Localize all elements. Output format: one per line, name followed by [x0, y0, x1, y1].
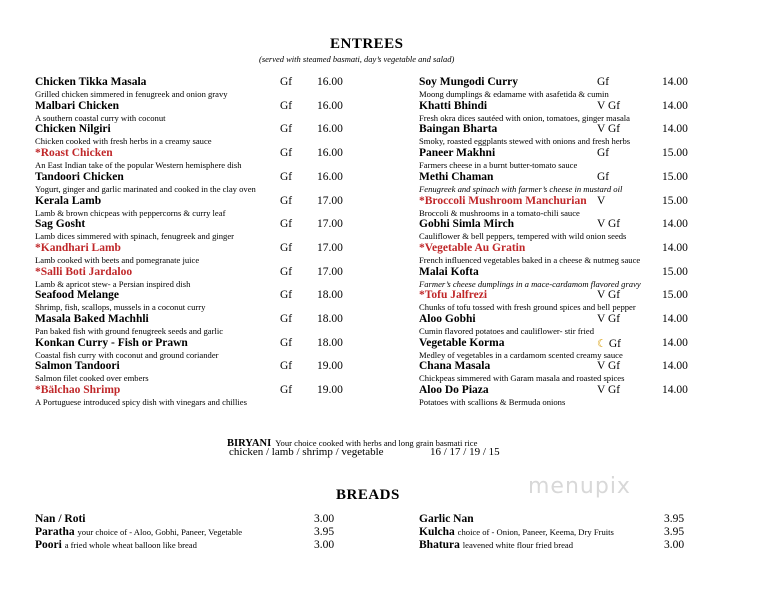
menu-item — [419, 289, 768, 313]
bread-name: Kulcha — [419, 526, 455, 538]
bread-price: 3.00 — [314, 513, 335, 525]
dish-description: Potatoes with scallions & Bermuda onions — [419, 397, 566, 408]
dish-price: 17.00 — [317, 194, 343, 207]
diet-tags — [280, 242, 292, 254]
diet-tag-text: Gf — [280, 194, 293, 207]
diet-tags — [280, 100, 292, 112]
dish-price: 14.00 — [662, 218, 688, 231]
dish-price: 16.00 — [317, 76, 343, 88]
bread-name: Paratha — [35, 526, 75, 538]
dish-price: 17.00 — [317, 265, 343, 278]
diet-tags — [280, 171, 292, 183]
diet-tags — [597, 289, 620, 301]
bread-name: Nan / Roti — [35, 513, 86, 525]
dish-price: 16.00 — [317, 123, 343, 136]
dish-name: Chana Masala — [419, 360, 491, 373]
bread-name: Garlic Nan — [419, 513, 474, 525]
dish-description: Moong dumplings & edamame with asafetida & cumin — [419, 89, 609, 99]
dish-description: Salmon filet cooked over embers — [35, 373, 149, 384]
bread-item — [419, 513, 474, 525]
menu-item — [35, 266, 395, 290]
diet-tags — [597, 100, 620, 112]
diet-tag-text: Gf — [280, 123, 293, 136]
dish-name: Methi Chaman — [419, 170, 494, 183]
dish-name: Masala Baked Machhli — [35, 313, 149, 325]
diet-tags — [280, 76, 292, 88]
dish-description: Lamb dices simmered with spinach, fenugreek and ginger — [35, 231, 235, 242]
dish-name: Gobhi Simla Mirch — [419, 218, 514, 231]
dish-description: Lamb cooked with beets and pomegranate juice — [35, 254, 200, 265]
dish-price: 14.00 — [662, 384, 688, 397]
bread-price: 3.00 — [664, 539, 685, 551]
dish-price: 14.00 — [662, 313, 688, 325]
diet-tag-text: Gf — [280, 218, 293, 231]
diet-tags — [597, 195, 605, 207]
menu-item — [35, 289, 395, 313]
bread-name: Bhatura — [419, 539, 460, 551]
menu-item — [419, 242, 768, 266]
menu-item — [35, 147, 395, 171]
dish-price: 14.00 — [662, 99, 688, 112]
diet-tag-text: Gf — [280, 76, 293, 88]
menu-item — [35, 123, 395, 147]
diet-tags — [597, 313, 620, 325]
dish-price: 18.00 — [317, 336, 343, 349]
diet-tag-text: V Gf — [597, 99, 621, 112]
diet-tags — [280, 384, 292, 396]
diet-tags — [280, 289, 292, 301]
dish-name: Khatti Bhindi — [419, 99, 488, 112]
menu-item — [419, 218, 768, 242]
diet-tag-text: V Gf — [597, 289, 621, 302]
dish-name: Konkan Curry - Fish or Prawn — [35, 336, 188, 349]
bread-price: 3.95 — [314, 526, 335, 538]
dish-price: 15.00 — [662, 265, 688, 278]
bread-price: 3.95 — [664, 526, 685, 538]
dish-description: Chunks of tofu tossed with fresh ground spices and bell pepper — [419, 302, 636, 313]
dish-price: 19.00 — [317, 384, 343, 397]
menu-item — [35, 76, 395, 100]
diet-tag-text: Gf — [280, 384, 293, 397]
biryani-prices: 16 / 17 / 19 / 15 — [430, 446, 500, 458]
dish-description: Cauliflower & bell peppers, tempered with wild onion seeds — [419, 231, 627, 242]
dish-price: 16.00 — [317, 170, 343, 183]
dish-description: Fresh okra dices sautéed with onion, tomatoes, ginger masala — [419, 112, 630, 123]
diet-tags — [280, 218, 292, 230]
dish-name: Vegetable Korma — [419, 336, 505, 349]
bread-item — [35, 513, 85, 525]
dish-price: 15.00 — [662, 289, 688, 302]
dish-price: 18.00 — [317, 289, 343, 302]
dish-price: 17.00 — [317, 241, 343, 254]
bread-item — [35, 526, 242, 538]
dish-description: Yogurt, ginger and garlic marinated and cooked in the clay oven — [35, 183, 256, 194]
dish-price: 16.00 — [317, 147, 343, 160]
dish-price: 14.00 — [662, 336, 688, 349]
diet-tag-text: V Gf — [597, 313, 621, 325]
menu-item — [419, 171, 768, 195]
bread-description: your choice of - Aloo, Gobhi, Paneer, Vegetable — [77, 527, 243, 537]
diet-tag-text: V — [597, 194, 606, 207]
diet-tags — [280, 313, 292, 325]
entrees-subtitle: (served with steamed basmati, day’s vegetable and salad) — [259, 54, 455, 64]
dish-price: 15.00 — [662, 147, 688, 160]
diet-tag-text: V Gf — [597, 384, 621, 397]
diet-tags — [597, 123, 620, 135]
dish-price: 14.00 — [662, 360, 688, 373]
dish-name: Chicken Nilgiri — [35, 123, 111, 136]
dish-name: Kerala Lamb — [35, 194, 102, 207]
dish-name: *Broccoli Mushroom Manchurian — [419, 194, 587, 207]
dish-name: *Tofu Jalfrezi — [419, 289, 488, 302]
dish-description: Chicken cooked with fresh herbs in a creamy sauce — [35, 136, 212, 147]
diet-tag-text: Gf — [280, 360, 293, 373]
diet-tag-text: Gf — [280, 265, 293, 278]
dish-name: Tandoori Chicken — [35, 170, 124, 183]
dish-description: A Portuguese introduced spicy dish with vinegars and chillies — [35, 397, 247, 408]
diet-tag-text: Gf — [280, 241, 293, 254]
dish-description: Shrimp, fish, scallops, mussels in a coconut curry — [35, 302, 206, 313]
dish-name: *Kandhari Lamb — [35, 241, 121, 254]
menu-item — [419, 266, 768, 290]
crescent-moon-icon: ☾ — [597, 337, 607, 350]
dish-price: 16.00 — [317, 99, 343, 112]
watermark-logo: menupix — [528, 474, 631, 499]
diet-tag-text: Gf — [597, 147, 610, 160]
menu-item — [35, 313, 395, 337]
diet-tag-text: V Gf — [597, 123, 621, 136]
dish-description: Broccoli & mushrooms in a tomato-chili sauce — [419, 207, 580, 218]
dish-name: Aloo Gobhi — [419, 313, 476, 325]
bread-item — [35, 539, 197, 551]
biryani-description: Your choice cooked with herbs and long grain basmati rice — [275, 438, 478, 448]
dish-price: 14.00 — [662, 241, 688, 254]
bread-price: 3.00 — [314, 539, 335, 551]
dish-description: Lamb & brown chicpeas with peppercorns & curry leaf — [35, 207, 226, 218]
diet-tag-text: Gf — [280, 170, 293, 183]
dish-description: Medley of vegetables in a cardamom scented creamy sauce — [419, 349, 623, 360]
menu-item — [419, 123, 768, 147]
menu-item — [419, 147, 768, 171]
dish-name: Aloo Do Piaza — [419, 384, 489, 397]
dish-name: Soy Mungodi Curry — [419, 76, 519, 88]
diet-tag-text: Gf — [280, 313, 293, 325]
dish-name: Malai Kofta — [419, 265, 479, 278]
bread-name: Poori — [35, 539, 62, 551]
dish-description: Chickpeas simmered with Garam masala and roasted spices — [419, 373, 625, 384]
menu-item — [419, 76, 768, 100]
dish-name: *Roast Chicken — [35, 147, 113, 160]
dish-description: Fenugreek and spinach with farmer’s cheese in mustard oil — [419, 183, 623, 194]
dish-price: 18.00 — [317, 313, 343, 325]
bread-description: choice of - Onion, Paneer, Keema, Dry Fruits — [457, 527, 614, 537]
menu-item — [35, 218, 395, 242]
dish-price: 14.00 — [662, 123, 688, 136]
dish-price: 17.00 — [317, 218, 343, 231]
diet-tags — [597, 171, 609, 183]
diet-tags — [280, 195, 292, 207]
diet-tag-text: Gf — [280, 99, 293, 112]
menu-item — [419, 384, 768, 408]
diet-tags — [280, 123, 292, 135]
diet-tag-text: Gf — [608, 337, 622, 350]
diet-tags — [280, 360, 292, 372]
diet-tags — [280, 337, 292, 349]
dish-price: 15.00 — [662, 170, 688, 183]
entrees-title: ENTREES — [330, 36, 404, 52]
dish-name: Salmon Tandoori — [35, 360, 120, 373]
dish-description: Smoky, roasted eggplants stewed with onions and fresh herbs — [419, 136, 631, 147]
menu-item — [35, 171, 395, 195]
bread-item — [419, 539, 573, 551]
dish-name: *Bälchao Shrimp — [35, 384, 121, 397]
dish-description: Lamb & apricot stew- a Persian inspired dish — [35, 278, 191, 289]
biryani-options: chicken / lamb / shrimp / vegetable — [229, 446, 384, 458]
diet-tag-text: Gf — [280, 147, 293, 160]
dish-price: 19.00 — [317, 360, 343, 373]
dish-name: *Salli Boti Jardaloo — [35, 265, 133, 278]
bread-description: a fried whole wheat balloon like bread — [64, 540, 197, 550]
dish-name: *Vegetable Au Gratin — [419, 241, 526, 254]
breads-title: BREADS — [336, 487, 400, 503]
dish-description: Farmers cheese in a burnt butter-tomato sauce — [419, 160, 578, 171]
dish-name: Paneer Makhni — [419, 147, 496, 160]
diet-tags — [597, 384, 620, 396]
menu-item — [35, 100, 395, 124]
bread-item — [419, 526, 614, 538]
diet-tags — [597, 218, 620, 230]
dish-description: French influenced vegetables baked in a cheese & nutmeg sauce — [419, 254, 641, 265]
diet-tags — [280, 266, 292, 278]
menu-item — [35, 337, 395, 361]
menu-item — [35, 360, 395, 384]
menu-item — [419, 195, 768, 219]
dish-description: Farmer’s cheese dumplings in a mace-cardamom flavored gravy — [419, 278, 641, 289]
diet-tag-text: Gf — [280, 289, 293, 302]
diet-tag-text: Gf — [280, 336, 293, 349]
diet-tags — [280, 147, 292, 159]
dish-name: Sag Gosht — [35, 218, 86, 231]
menu-item — [35, 195, 395, 219]
dish-price: 14.00 — [662, 76, 688, 88]
menu-item — [35, 384, 395, 408]
dish-description: Grilled chicken simmered in fenugreek and onion gravy — [35, 89, 228, 99]
bread-price: 3.95 — [664, 513, 685, 525]
biryani-heading: BIRYANI — [227, 438, 272, 449]
dish-description: An East Indian take of the popular Western hemisphere dish — [35, 160, 242, 171]
menu-item — [419, 337, 768, 361]
menu-item — [419, 360, 768, 384]
diet-tag-text: Gf — [597, 170, 610, 183]
diet-tags — [597, 337, 621, 350]
dish-name: Chicken Tikka Masala — [35, 76, 147, 88]
diet-tags — [597, 76, 609, 88]
dish-name: Baingan Bharta — [419, 123, 498, 136]
menu-item — [419, 313, 768, 337]
dish-name: Seafood Melange — [35, 289, 120, 302]
diet-tag-text: V Gf — [597, 218, 621, 231]
diet-tags — [597, 147, 609, 159]
diet-tag-text: Gf — [597, 76, 610, 88]
dish-name: Malbari Chicken — [35, 99, 120, 112]
dish-description: A southern coastal curry with coconut — [35, 112, 166, 123]
menu-item — [35, 242, 395, 266]
diet-tags — [597, 360, 620, 372]
dish-price: 15.00 — [662, 194, 688, 207]
dish-description: Coastal fish curry with coconut and ground coriander — [35, 349, 219, 360]
menu-item — [419, 100, 768, 124]
dish-description: Pan baked fish with ground fenugreek seeds and garlic — [35, 326, 224, 336]
dish-description: Cumin flavored potatoes and cauliflower- stir fried — [419, 326, 594, 336]
bread-description: leavened white flour fried bread — [462, 540, 574, 550]
diet-tag-text: V Gf — [597, 360, 621, 373]
